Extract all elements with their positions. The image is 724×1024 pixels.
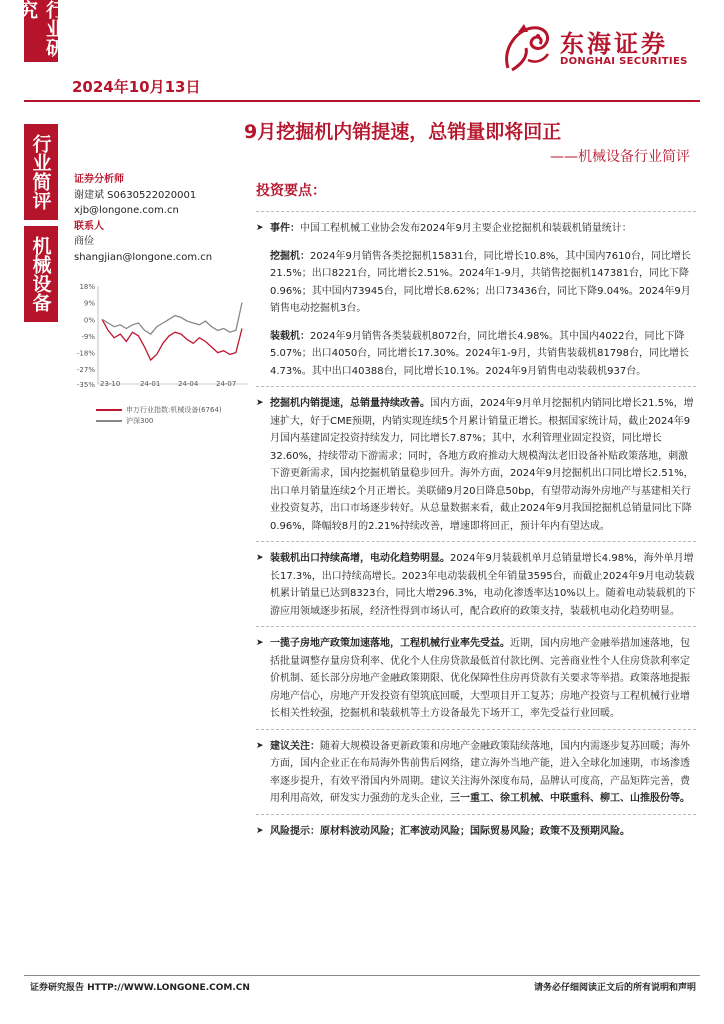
legend-item-csi300 [96,416,222,427]
series-line-csi300 [102,303,242,335]
report-title: 9月挖掘机内销提速，总销量即将回正 [244,121,562,143]
y-tick-label: -18% [76,349,95,358]
divider [256,386,696,387]
domestic-sales-paragraph [256,395,696,535]
report-date: 2024年10月13日 [72,78,201,96]
arrow-bullet-icon: ➤ [256,740,264,751]
divider [256,626,696,627]
x-tick-label: 24-01 [140,380,161,388]
divider [256,814,696,815]
event-lead: 事件： [270,223,300,234]
recommended-stocks: 三一重工、徐工机械、中联重科、柳工、山推股份等。 [450,793,690,804]
excavator-lead: 挖掘机： [270,250,310,262]
paragraph-lead: 一揽子房地产政策加速落地，工程机械行业率先受益。 [270,638,510,649]
logo-en-text: DONGHAI SECURITIES [560,56,688,67]
risk-paragraph [256,823,696,841]
arrow-bullet-icon: ➤ [256,638,264,648]
event-text: 中国工程机械工业协会发布2024年9月主要企业挖掘机和装载机销量统计： [300,223,632,234]
paragraph-text: 近期，国内房地产金融举措加速落地，包括批量调整存量房贷利率、优化个人住房贷款最低首付款比例、完善商业性个人住房贷款利率定价机制、延长部分房地产金融政策期限、优化保障性住房再贷款有关要求等举措。政策落地提振房地产信心，房地产开发投资有望筑底回暖，大型项目开工复苏；房地产投资与工程机械行业增长相关性较强，挖掘机和装载机等土方设备最先下场开工，率先受益行业回暖。 [270,638,690,719]
legend-label: 沪深300 [126,417,154,425]
arrow-bullet-icon: ➤ [256,223,264,233]
category-label: 行业研究 [16,0,65,57]
contact-name: 商俭 [74,236,94,247]
arrow-bullet-icon: ➤ [256,825,264,836]
legend-label: 申万行业指数:机械设备(6764) [126,406,222,414]
real-estate-paragraph [256,635,696,723]
x-tick-label: 24-04 [178,380,199,388]
recommendation-paragraph [256,738,696,808]
loader-export-paragraph [256,550,696,620]
y-tick-label: -9% [81,332,95,341]
category-tab [16,0,65,62]
company-logo [498,20,698,78]
report-type-tab [24,124,58,220]
risk-text: 原材料波动风险；汇率波动风险；国际贸易风险；政策不及预期风险。 [320,825,630,837]
excavator-paragraph [256,248,696,318]
key-points-body [256,205,696,840]
paragraph-text: 随着大规模设备更新政策和房地产金融政策陆续落地，国内内需逐步复苏回暖；海外方面，国内企业正在布局海外售前售后网络，建立海外当地产能，进入全球化加速期，市场渗透率逐步提升，有效平滑国内外周期。建议关注海外深度布局，品牌认可度高，产品矩阵完善，费用利用高效，研发实力强劲的龙头企业， [270,740,690,804]
loader-paragraph [256,328,696,381]
index-performance-chart [72,280,252,400]
industry-tab [24,226,58,322]
logo-cn-text: 东海证券 [560,30,668,58]
analyst-info [74,172,212,265]
key-points-heading: 投资要点： [256,183,326,199]
y-tick-label: -35% [76,381,95,389]
loader-lead: 装载机： [270,330,310,342]
x-tick-label: 23-10 [100,380,121,388]
dragon-logo-icon [498,20,556,78]
y-tick-label: 0% [83,316,95,325]
divider [256,211,696,212]
contact-email[interactable]: shangjian@longone.com.cn [74,251,213,263]
paragraph-text: 国内方面，2024年9月单月挖掘机内销同比增长21.5%，增速扩大，好于CME预期，内销实现连续5个月累计销量正增长。根据国家统计局，截止2024年9月国内基建固定投资持续发力，同比增长7.87%；其中，水利管理业固定投资，同比增长32.60%，持续带动下游需求；同时，各地方政府推动大规模淘汰老旧设备补贴政策落地，刺激下游更新需求，国内挖掘机销量稳步回升。海外方面，2024年9月挖掘机出口同比增长2.51%，出口单月销量连续2个月正增长。美联储9月20日降息50bp，有望带动海外房地产与基建相关行业投资复苏，出口市场逐步转好。从总量数据来看，截止2024年9月我国挖掘机总销量同比下降0.96%，降幅较8月的2.21%持续改善，增速即将回正，预计年内有望达成。 [270,398,694,532]
series-line-machinery [102,319,242,360]
legend-swatch [96,420,122,422]
loader-text: 2024年9月销售各类装载机8072台，同比增长4.98%。其中国内4022台，同比下降5.07%；出口4050台，同比增长17.30%。2024年1-9月，共销售装载机81798台，同比增长4.73%。其中出口40388台，同比增长10.1%。2024年9月销售电动装载机937台。 [270,330,689,377]
analyst-role: 证券分析师 [74,174,124,185]
footer-disclaimer: 请务必仔细阅读正文后的所有说明和声明 [533,983,696,993]
chart-svg [72,280,252,400]
x-tick-label: 24-07 [216,380,237,388]
paragraph-text: 2024年9月装载机单月总销量增长4.98%，海外单月增长17.3%，出口持续高增长。2023年电动装载机全年销量3595台，而截止2024年9月电动装载机累计销量已达到8323台，同比大增296.3%，电动化渗透率达10%以上。随着电动装载机的下游应用领域逐步拓展，经济性得到市场认可，配合政府的政策支持，装载机电动化趋势明显。 [270,553,696,617]
arrow-bullet-icon: ➤ [256,553,264,563]
paragraph-lead: 装载机出口持续高增，电动化趋势明显。 [270,553,450,564]
contact-role: 联系人 [74,220,104,232]
y-tick-label: 9% [83,299,95,308]
footer-left[interactable]: 证券研究报告 HTTP://WWW.LONGONE.COM.CN [30,983,250,993]
paragraph-lead: 建议关注： [270,740,320,752]
paragraph-lead: 风险提示： [270,825,320,837]
chart-legend [96,405,222,427]
excavator-text: 2024年9月销售各类挖掘机15831台，同比增长10.8%，其中国内7610台，同比增长21.5%；出口8221台，同比增长2.51%。2024年1-9月，共销售挖掘机147381台，同比下降0.96%；其中国内73945台，同比增长8.62%；出口73436台，同比下降9.04%。2024年9月销售电动挖掘机3台。 [270,250,691,314]
industry-label: 机械设备 [29,236,52,312]
y-tick-label: 18% [79,283,95,291]
analyst-email[interactable]: xjb@longone.com.cn [74,205,179,216]
report-type-label: 行业简评 [29,134,52,210]
report-subtitle: ——机械设备行业简评 [550,149,690,165]
paragraph-lead: 挖掘机内销提速，总销量持续改善。 [270,398,430,409]
divider [256,729,696,730]
event-paragraph [256,220,696,238]
footer-divider [24,975,700,976]
legend-swatch [96,409,122,411]
legend-item-machinery [96,405,222,416]
divider [256,541,696,542]
y-tick-label: -27% [76,366,95,375]
arrow-bullet-icon: ➤ [256,398,264,408]
header-divider [24,100,700,102]
analyst-name: 谢建斌 S0630522020001 [74,189,197,201]
